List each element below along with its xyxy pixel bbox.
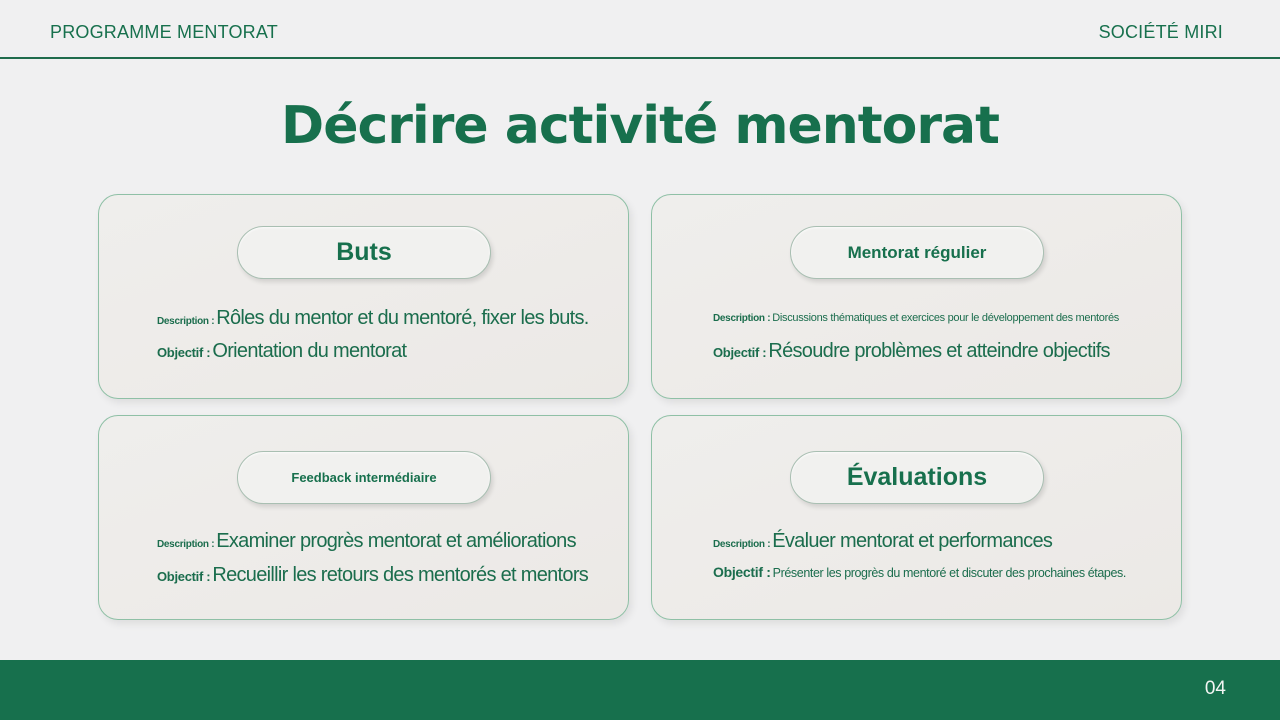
objective-label: Objectif : (157, 345, 211, 360)
card-description-row (713, 312, 1119, 324)
objective-text: Résoudre problèmes et atteindre objectifs (768, 340, 1110, 362)
objective-text: Présenter les progrès du mentoré et discuter des prochaines étapes. (772, 566, 1126, 580)
header-company-name: SOCIÉTÉ MIRI (1098, 22, 1223, 42)
card-heading: Buts (336, 238, 392, 266)
card-description-row (157, 530, 576, 553)
description-label: Description : (157, 316, 215, 327)
footer-band (0, 660, 1280, 720)
card-description-row (157, 307, 589, 330)
card-description-row (713, 530, 1052, 553)
card-mentorat-regulier (651, 194, 1182, 399)
card-heading: Feedback intermédiaire (291, 470, 437, 485)
card-feedback-intermediaire (98, 415, 629, 620)
objective-label: Objectif : (157, 569, 211, 584)
card-heading-pill (237, 451, 491, 504)
card-heading-pill (237, 226, 491, 279)
card-heading-pill (790, 226, 1044, 279)
card-buts (98, 194, 629, 399)
objective-text: Recueillir les retours des mentorés et mentors (212, 564, 589, 586)
description-text: Discussions thématiques et exercices pour le développement des mentorés (772, 312, 1120, 324)
header-divider (0, 57, 1280, 59)
card-evaluations (651, 415, 1182, 620)
page-number: 04 (1204, 678, 1226, 699)
header-program-title: PROGRAMME MENTORAT (50, 22, 278, 42)
description-label: Description : (713, 539, 771, 550)
card-heading: Évaluations (846, 463, 988, 491)
objective-label: Objectif : (713, 345, 767, 360)
objective-text: Orientation du mentorat (212, 340, 407, 362)
card-objective-row (157, 340, 406, 363)
description-text: Évaluer mentorat et performances (772, 530, 1053, 552)
description-label: Description : (157, 539, 215, 550)
description-label: Description : (713, 313, 771, 324)
objective-label: Objectif : (713, 564, 771, 580)
card-objective-row (713, 564, 1126, 580)
description-text: Examiner progrès mentorat et améliorations (216, 530, 576, 552)
slide-title: Décrire activité mentorat (281, 96, 999, 156)
card-heading: Mentorat régulier (847, 242, 987, 262)
card-objective-row (713, 340, 1110, 363)
card-objective-row (157, 564, 588, 587)
card-heading-pill (790, 451, 1044, 504)
description-text: Rôles du mentor et du mentoré, fixer les buts. (216, 307, 589, 329)
